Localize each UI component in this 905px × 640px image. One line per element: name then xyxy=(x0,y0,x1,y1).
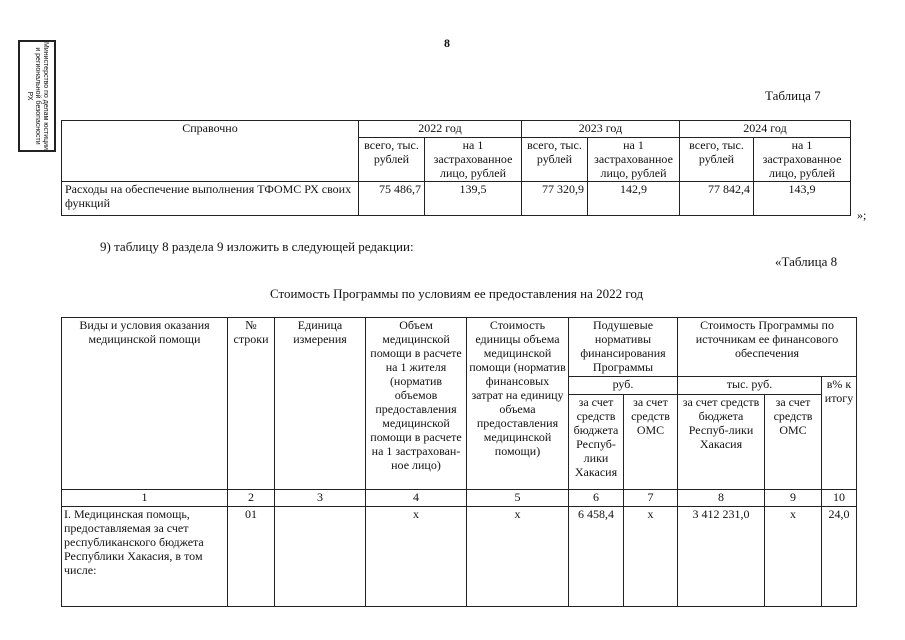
table8-col-number: 3 xyxy=(275,490,366,507)
page-number: 8 xyxy=(444,36,450,50)
table8-col-number: 2 xyxy=(228,490,275,507)
table7-caption: Таблица 7 xyxy=(765,88,821,103)
table8-row-num: 01 xyxy=(228,507,275,607)
table8-header-oms: за счет средств ОМС xyxy=(624,395,678,490)
table8-header-cost-unit: Стоимость единицы объема медицинской помощи (норматив финансовых затрат на единицу объема предоставления медицинской помощи) xyxy=(467,318,569,490)
table7-per-insured-header: на 1 застрахованное лицо, рублей xyxy=(588,138,680,182)
table8-row-oms-rub: х xyxy=(624,507,678,607)
table7-total-header: всего, тыс. рублей xyxy=(522,138,588,182)
table7-year-2022: 2022 год xyxy=(359,121,522,138)
table8-header-pct: в% к итогу xyxy=(822,377,857,490)
table7-year-2023: 2023 год xyxy=(522,121,680,138)
table8-col-number: 9 xyxy=(765,490,822,507)
table8-header-types: Виды и условия оказания медицинской помощи xyxy=(62,318,228,490)
table8-header-thous-rub: тыс. руб. xyxy=(678,377,822,395)
table8-header-per-capita: Подушевые нормативы финансирования Программы xyxy=(569,318,678,377)
table7 xyxy=(61,120,851,216)
table8-col-number: 6 xyxy=(569,490,624,507)
table8-row-pct: 24,0 xyxy=(822,507,857,607)
table7-per-insured-header: на 1 застрахованное лицо, рублей xyxy=(754,138,851,182)
table8-col-number: 7 xyxy=(624,490,678,507)
table8-header-budget: за счет средств бюджета Респуб-лики Хакасия xyxy=(678,395,765,490)
table8-title: Стоимость Программы по условиям ее предоставления на 2022 год xyxy=(270,286,644,301)
table8-header-unit: Единица измерения xyxy=(275,318,366,490)
table8-col-number: 10 xyxy=(822,490,857,507)
amendment-paragraph: 9) таблицу 8 раздела 9 изложить в следующей редакции: xyxy=(100,239,414,254)
table8-row-volume: х xyxy=(366,507,467,607)
table8-header-budget: за счет средств бюджета Респуб-лики Хакасия xyxy=(569,395,624,490)
table7-cell: 77 320,9 xyxy=(522,182,588,216)
table7-closing-quote: »; xyxy=(857,208,867,222)
table7-cell: 142,9 xyxy=(588,182,680,216)
table8 xyxy=(61,317,857,607)
table7-cell: 75 486,7 xyxy=(359,182,425,216)
table8-header-volume: Объем медицинской помощи в расчете на 1 жителя (норматив объемов предоставления медицинской помощи в расчете на 1 застрахован-ное лицо) xyxy=(366,318,467,490)
table8-row-budget-rub: 6 458,4 xyxy=(569,507,624,607)
table8-row-unit xyxy=(275,507,366,607)
table8-row-oms-thous: х xyxy=(765,507,822,607)
table7-year-2024: 2024 год xyxy=(680,121,851,138)
table7-reference-header: Справочно xyxy=(62,121,359,182)
stamp-text: Министерство по делам юстиции и региональной безопасности РХ xyxy=(26,42,49,150)
table8-header-program-cost: Стоимость Программы по источникам ее финансового обеспечения xyxy=(678,318,857,377)
table8-row-label: I. Медицинская помощь, предоставляемая за счет республиканского бюджета Республики Хакасия, в том числе: xyxy=(62,507,228,607)
table8-row-budget-thous: 3 412 231,0 xyxy=(678,507,765,607)
table8-col-number: 8 xyxy=(678,490,765,507)
table8-col-number: 4 xyxy=(366,490,467,507)
table8-header-oms: за счет средств ОМС xyxy=(765,395,822,490)
table7-cell: 143,9 xyxy=(754,182,851,216)
ministry-stamp xyxy=(18,40,56,152)
table7-cell: 77 842,4 xyxy=(680,182,754,216)
table8-row-cost: х xyxy=(467,507,569,607)
table7-total-header: всего, тыс. рублей xyxy=(359,138,425,182)
table7-cell: 139,5 xyxy=(425,182,522,216)
table7-row-label: Расходы на обеспечение выполнения ТФОМС РХ своих функций xyxy=(62,182,359,216)
table8-col-number: 5 xyxy=(467,490,569,507)
table8-caption: «Таблица 8 xyxy=(775,254,838,269)
table8-header-rub: руб. xyxy=(569,377,678,395)
table8-col-number: 1 xyxy=(62,490,228,507)
table7-per-insured-header: на 1 застрахованное лицо, рублей xyxy=(425,138,522,182)
table7-total-header: всего, тыс. рублей xyxy=(680,138,754,182)
table8-header-row-no: № строки xyxy=(228,318,275,490)
